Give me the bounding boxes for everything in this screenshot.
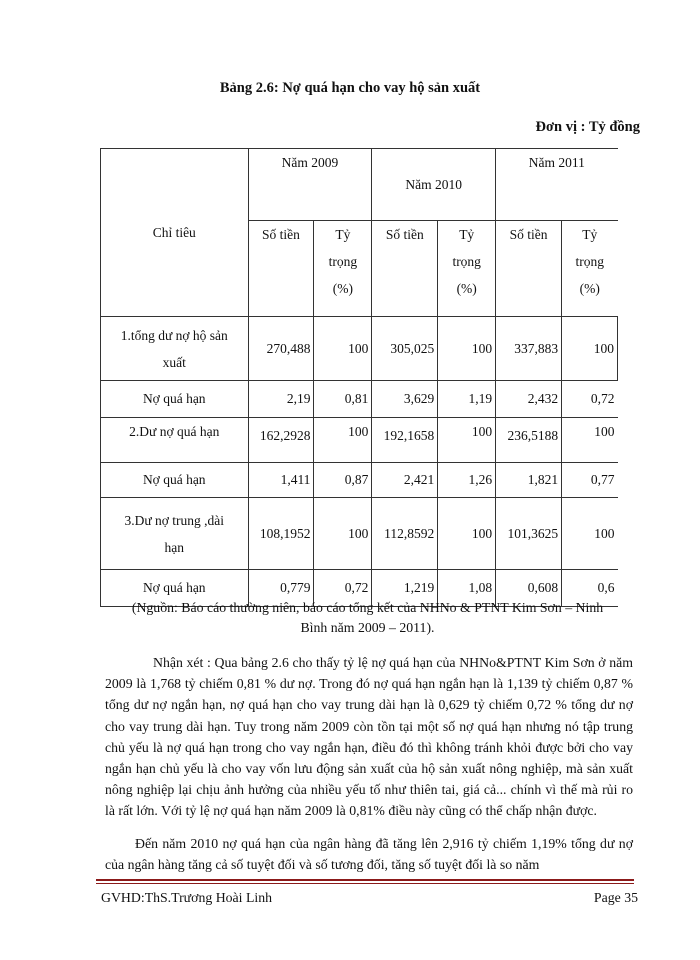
header-amount: Số tiền	[248, 221, 314, 317]
header-share: Tỷ trọng (%)	[314, 221, 372, 317]
cell-value: 192,1658	[372, 418, 438, 463]
cell-value: 112,8592	[372, 498, 438, 570]
cell-value: 100	[314, 317, 372, 381]
cell-value: 337,883	[496, 317, 562, 381]
cell-value: 1,08	[438, 570, 496, 607]
header-indicator: Chỉ tiêu	[101, 149, 249, 317]
table-row	[101, 418, 618, 463]
cell-value: 0,72	[314, 570, 372, 607]
page-number: Page 35	[593, 890, 638, 905]
header-amount: Số tiền	[372, 221, 438, 317]
cell-value: 1,219	[372, 570, 438, 607]
cell-value: 1,26	[438, 463, 496, 498]
cell-value: 100	[562, 418, 618, 463]
cell-value: 100	[438, 498, 496, 570]
cell-value: 2,19	[248, 381, 314, 418]
header-year-2011: Năm 2011	[496, 149, 618, 221]
row-label: Nợ quá hạn	[101, 463, 249, 498]
cell-value: 0,72	[562, 381, 618, 418]
cell-value: 100	[562, 498, 618, 570]
cell-value: 100	[314, 418, 372, 463]
header-year-2010: Năm 2010	[372, 149, 496, 221]
row-label: 3.Dư nợ trung ,dài hạn	[101, 498, 249, 570]
cell-value: 3,629	[372, 381, 438, 418]
footer-rule	[96, 883, 634, 884]
header-share: Tỷ trọng (%)	[438, 221, 496, 317]
cell-value: 100	[314, 498, 372, 570]
header-share: Tỷ trọng (%)	[562, 221, 618, 317]
cell-value: 2,432	[496, 381, 562, 418]
paragraph-2010: Đến năm 2010 nợ quá hạn của ngân hàng đã tăng lên 2,916 tỷ chiếm 1,19% tổng dư nợ của ngân hàng tăng cả số tuyệt đối và số tương đối, tăng số tuyệt đối là so năm	[105, 836, 633, 873]
cell-value: 0,81	[314, 381, 372, 418]
cell-value: 108,1952	[248, 498, 314, 570]
table-row	[101, 498, 618, 570]
row-label: Nợ quá hạn	[101, 570, 249, 607]
cell-value: 2,421	[372, 463, 438, 498]
cell-value: 100	[438, 317, 496, 381]
debt-table	[100, 148, 618, 607]
cell-value: 0,87	[314, 463, 372, 498]
cell-value: 1,411	[248, 463, 314, 498]
unit-label: Đơn vị : Tỷ đồng	[535, 119, 640, 135]
cell-value: 1,19	[438, 381, 496, 418]
cell-value: 100	[562, 317, 618, 381]
cell-value: 100	[438, 418, 496, 463]
table-row	[101, 381, 618, 418]
footer-rule	[96, 879, 634, 881]
cell-value: 101,3625	[496, 498, 562, 570]
header-amount: Số tiền	[496, 221, 562, 317]
table-title: Bảng 2.6: Nợ quá hạn cho vay hộ sản xuất	[219, 80, 481, 96]
cell-value: 162,2928	[248, 418, 314, 463]
row-label: 1.tổng dư nợ hộ sản xuất	[101, 317, 249, 381]
cell-value: 0,779	[248, 570, 314, 607]
cell-value: 0,77	[562, 463, 618, 498]
cell-value: 1,821	[496, 463, 562, 498]
cell-value: 236,5188	[496, 418, 562, 463]
source-note: (Nguồn: Báo cáo thường niên, báo cáo tổng kết của NHNo & PTNT Kim Sơn – Ninh Bình năm 2009 – 2011).	[131, 600, 604, 635]
row-label: 2.Dư nợ quá hạn	[101, 418, 249, 463]
table-row	[101, 463, 618, 498]
cell-value: 0,6	[562, 570, 618, 607]
cell-value: 0,608	[496, 570, 562, 607]
row-label: Nợ quá hạn	[101, 381, 249, 418]
table-row	[101, 317, 618, 381]
cell-value: 270,488	[248, 317, 314, 381]
cell-value: 305,025	[372, 317, 438, 381]
paragraph-comment: Nhận xét : Qua bảng 2.6 cho thấy tỷ lệ nợ quá hạn của NHNo&PTNT Kim Sơn ở năm 2009 là 1,768 tỷ chiếm 0,81 % dư nợ. Trong đó nợ quá hạn ngắn hạn là 1,139 tỷ chiếm 0,87 % tổng dư nợ ngắn hạn, nợ quá hạn cho vay trung dài hạn là 0,629 tỷ chiếm 0,72 % tổng dư nợ cho vay trung dài hạn. Tuy trong năm 2009 còn tồn tại một số nợ quá hạn nhưng nó tập trung chủ yếu là nợ quá hạn trong cho vay ngắn hạn, điều đó thì không tránh khỏi được bởi cho vay ngắn hạn chủ yếu là cho vay vốn lưu động sản xuất của hộ sản xuất nông nghiệp, mà sản xuất nông nghiệp lại chịu ảnh hưởng của nhiều yếu tố như thiên tai, giá cả... chính vì thế mà rủi ro là rất lớn. Với tỷ lệ nợ quá hạn năm 2009 là 0,81% điều này cũng có thể chấp nhận được.	[105, 655, 633, 819]
footer-supervisor: GVHD:ThS.Trương Hoài Linh	[101, 890, 273, 905]
header-year-2009: Năm 2009	[248, 149, 372, 221]
